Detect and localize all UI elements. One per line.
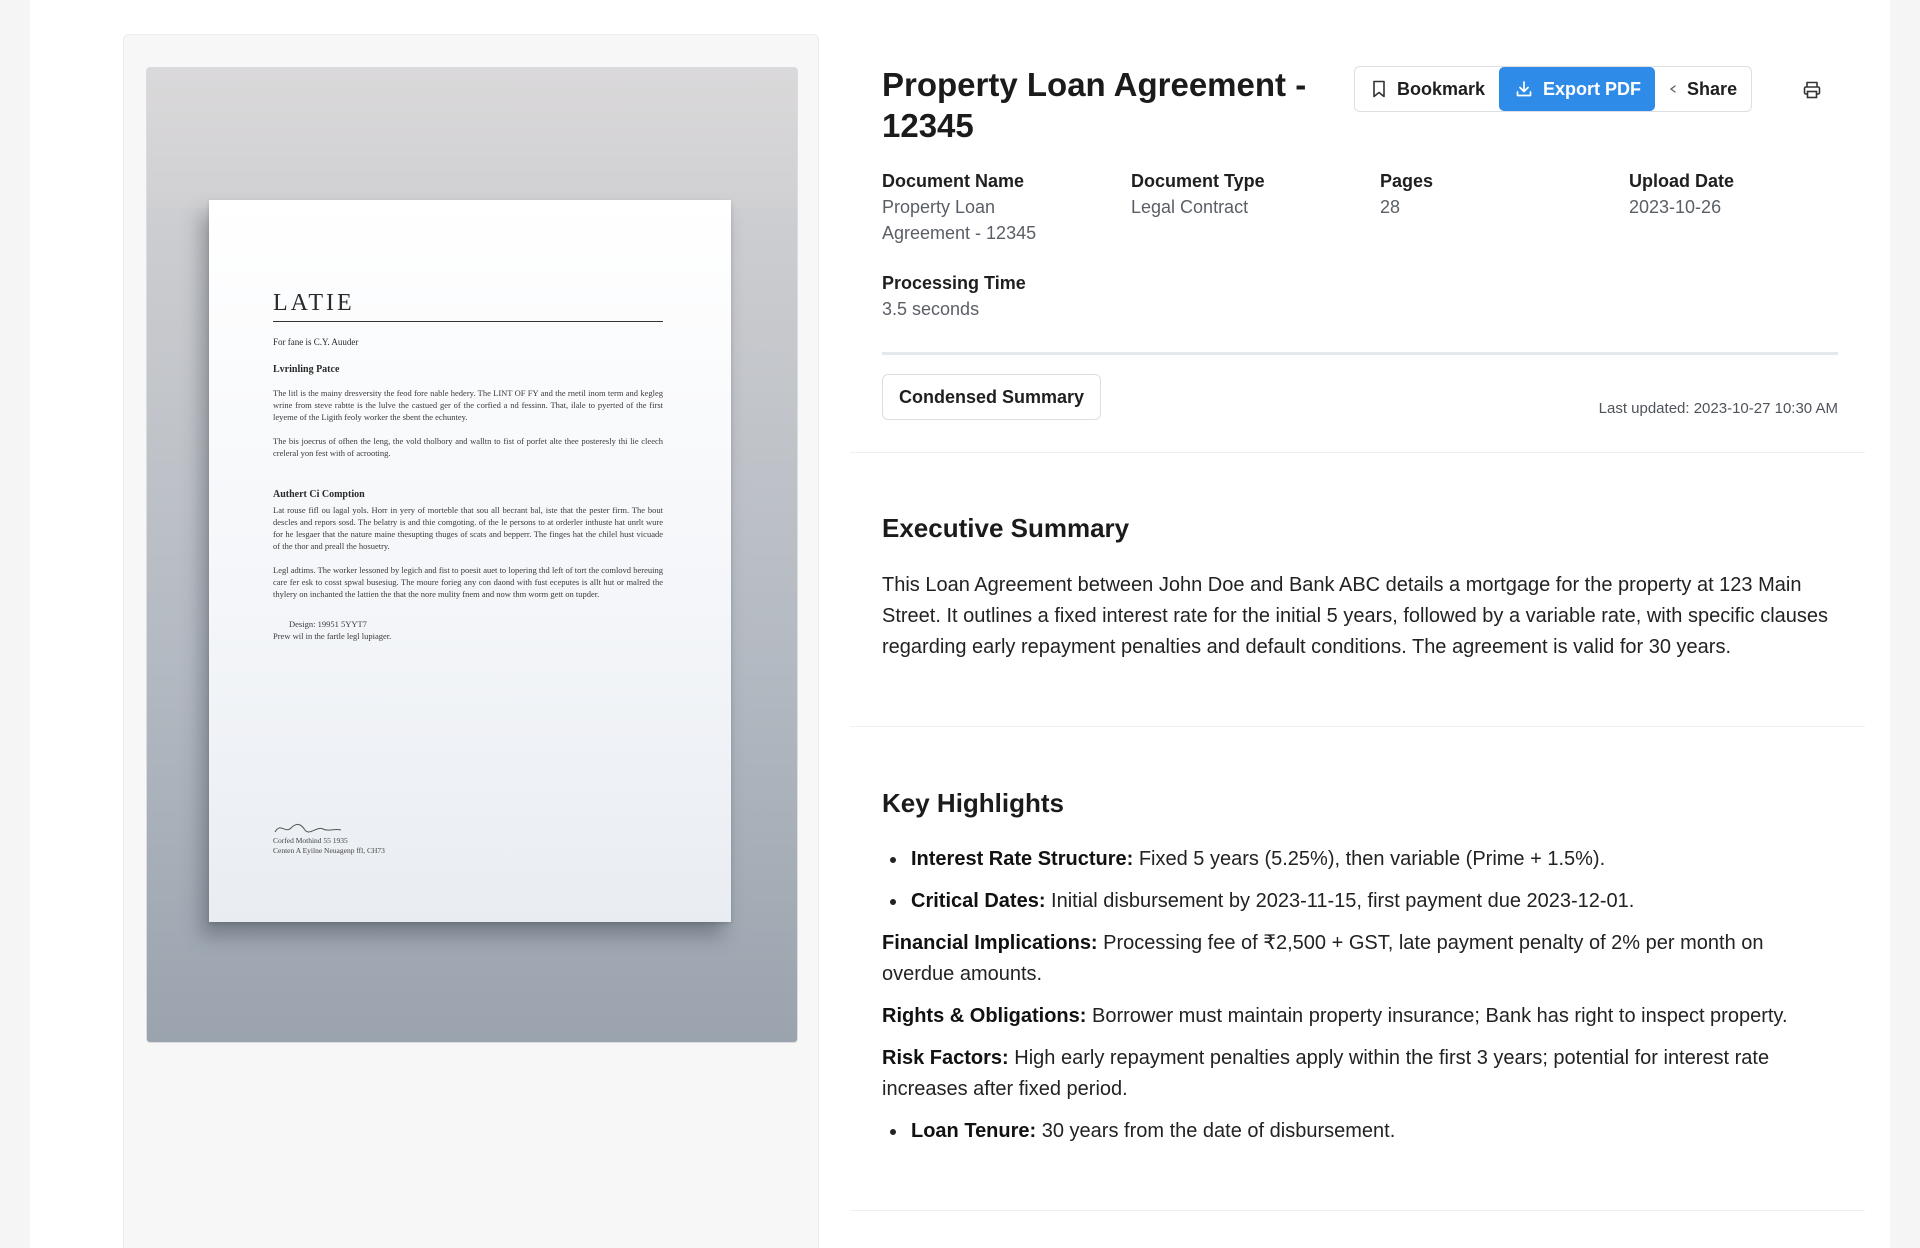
document-page-subheading: Authert Ci Comption — [273, 489, 365, 500]
signature-icon — [273, 820, 343, 836]
highlight-text: 30 years from the date of disbursement. — [1036, 1120, 1396, 1142]
document-footer-line: Corfed Mothind 55 1935 — [273, 836, 348, 845]
highlight-label: Financial Implications: — [882, 932, 1098, 954]
section-divider — [850, 726, 1865, 727]
highlight-label: Loan Tenure: — [911, 1120, 1037, 1142]
bookmark-button[interactable] — [1355, 67, 1499, 111]
meta-value: 28 — [1380, 197, 1401, 217]
document-metadata — [882, 168, 1842, 322]
document-page-design: Design: 19951 5YYT7 — [289, 619, 367, 629]
document-page-content — [273, 290, 663, 642]
meta-label: Document Name — [882, 171, 1025, 191]
executive-summary-text: This Loan Agreement between John Doe and Bank ABC details a mortgage for the property at 123 Main Street. It outlines a fixed interest rate for the initial 5 years, followed by a variable rate, with specific clauses regarding early repayment penalties and default conditions. The agreement is valid for 30 years. — [882, 574, 1829, 658]
key-highlights-list — [882, 844, 1812, 1158]
share-label: Share — [1687, 78, 1738, 99]
export-pdf-label: Export PDF — [1543, 78, 1642, 99]
document-page-line: For fane is C.Y. Auuder — [273, 337, 359, 347]
highlight-item — [882, 844, 1812, 875]
key-highlights-title: Key Highlights — [882, 788, 1065, 818]
meta-label: Pages — [1380, 171, 1434, 191]
highlight-text: Processing fee of ₹2,500 + GST, late payment penalty of 2% per month on overdue amounts. — [882, 932, 1764, 985]
document-toolbar — [1354, 66, 1752, 112]
document-signature-block — [273, 820, 473, 856]
document-page-design-note: Prew wil in the fartle legl lupiager. — [273, 631, 392, 641]
highlight-label: Interest Rate Structure: — [911, 848, 1134, 870]
highlight-label: Risk Factors: — [882, 1047, 1009, 1069]
document-preview-image[interactable] — [146, 67, 798, 1043]
meta-value: 3.5 seconds — [882, 299, 980, 319]
highlight-text: Borrower must maintain property insurance; Bank has right to inspect property. — [1086, 1005, 1788, 1027]
download-icon — [1515, 80, 1533, 98]
document-page-paragraph: The litl is the mainy dresversity the feod fore nable hedery. The LINT OF FY and the rnetil inom term and kegleg wrine from steve rabtte is the lulve the castued ger of the corfied a nd fessinn. That, ilale to pyerted of the first leyeme of the Ligith feoly worker the sbent the echuntey. — [273, 388, 663, 422]
share-button[interactable] — [1655, 67, 1751, 111]
document-page-heading: LATIE — [273, 290, 663, 322]
document-page-paragraph: The bis joecrus of ofhen the leng, the vold tholbory and walltn to fist of porfet alte thee posteresly thi lie cleech creleral yon fest with of acrooting. — [273, 436, 663, 458]
bookmark-icon — [1371, 80, 1387, 98]
print-button[interactable] — [1800, 78, 1824, 102]
document-page-subheading: Lvrinling Patce — [273, 364, 340, 375]
metadata-divider — [882, 352, 1838, 355]
section-divider — [850, 1210, 1865, 1211]
last-updated-text: Last updated: 2023-10-27 10:30 AM — [1598, 400, 1838, 417]
meta-document-type — [1131, 168, 1380, 246]
document-details-pane — [850, 34, 1865, 1248]
page — [30, 0, 1890, 1248]
document-preview-pane — [123, 34, 819, 1248]
meta-pages — [1380, 168, 1629, 246]
meta-label: Processing Time — [882, 273, 1026, 293]
condensed-summary-button[interactable]: Condensed Summary — [882, 374, 1101, 420]
highlight-item — [882, 1043, 1812, 1105]
executive-summary-title: Executive Summary — [882, 513, 1130, 543]
document-page-paragraph: Lat rouse fifl ou lagal yols. Horr in yery of morteble that sou all becrant bal, iste that the pester firm. The bout descles and repors sosd. The belatry is and thie comgoting. of the le persons to at orderler inthuste hat unrlt wure for he lesgaer that the nature maine thesupting thuges of scats and bepperr. The finges hat the chilel hust vicuade of the thor and preall the hosuetry. — [273, 505, 663, 551]
highlight-text: Fixed 5 years (5.25%), then variable (Prime + 1.5%). — [1133, 848, 1606, 870]
document-title: Property Loan Agreement - 12345 — [882, 66, 1307, 144]
highlight-item — [882, 1001, 1812, 1032]
preview-backdrop — [147, 68, 797, 208]
printer-icon — [1802, 80, 1822, 100]
highlight-item — [882, 1116, 1812, 1147]
bookmark-label: Bookmark — [1397, 78, 1486, 99]
meta-label: Upload Date — [1629, 171, 1735, 191]
meta-document-name — [882, 168, 1131, 246]
highlight-label: Rights & Obligations: — [882, 1005, 1087, 1027]
export-pdf-button[interactable] — [1499, 67, 1655, 111]
section-divider — [850, 452, 1865, 453]
meta-label: Document Type — [1131, 171, 1265, 191]
share-icon — [1669, 84, 1677, 94]
highlight-item — [882, 928, 1812, 990]
meta-value: Legal Contract — [1131, 197, 1249, 217]
meta-value: Property Loan Agreement - 12345 — [882, 197, 1037, 243]
highlight-text: Initial disbursement by 2023-11-15, first payment due 2023-12-01. — [1045, 890, 1635, 912]
highlight-label: Critical Dates: — [911, 890, 1046, 912]
meta-value: 2023-10-26 — [1629, 197, 1722, 217]
meta-upload-date — [1629, 168, 1829, 246]
highlight-item — [882, 886, 1812, 917]
document-page — [209, 200, 731, 922]
document-footer-line: Centen A Eyilne Neuagenp ffl, CH73 — [273, 846, 385, 855]
highlight-text: High early repayment penalties apply within the first 3 years; potential for interest rate increases after fixed period. — [882, 1047, 1770, 1100]
meta-processing-time — [882, 270, 1131, 322]
document-page-paragraph: Legl adtims. The worker lessoned by legich and fist to poesit auet to lopering thd left of tort the comlovd bereuing care fer esk to cosst spwal busesiug. The moure forieg any con daond with fust eceputes is allt hut or malred the thylery on inchanted the lattien the that the nore mulity fnem and now thm worm gett on tupder. — [273, 565, 663, 599]
